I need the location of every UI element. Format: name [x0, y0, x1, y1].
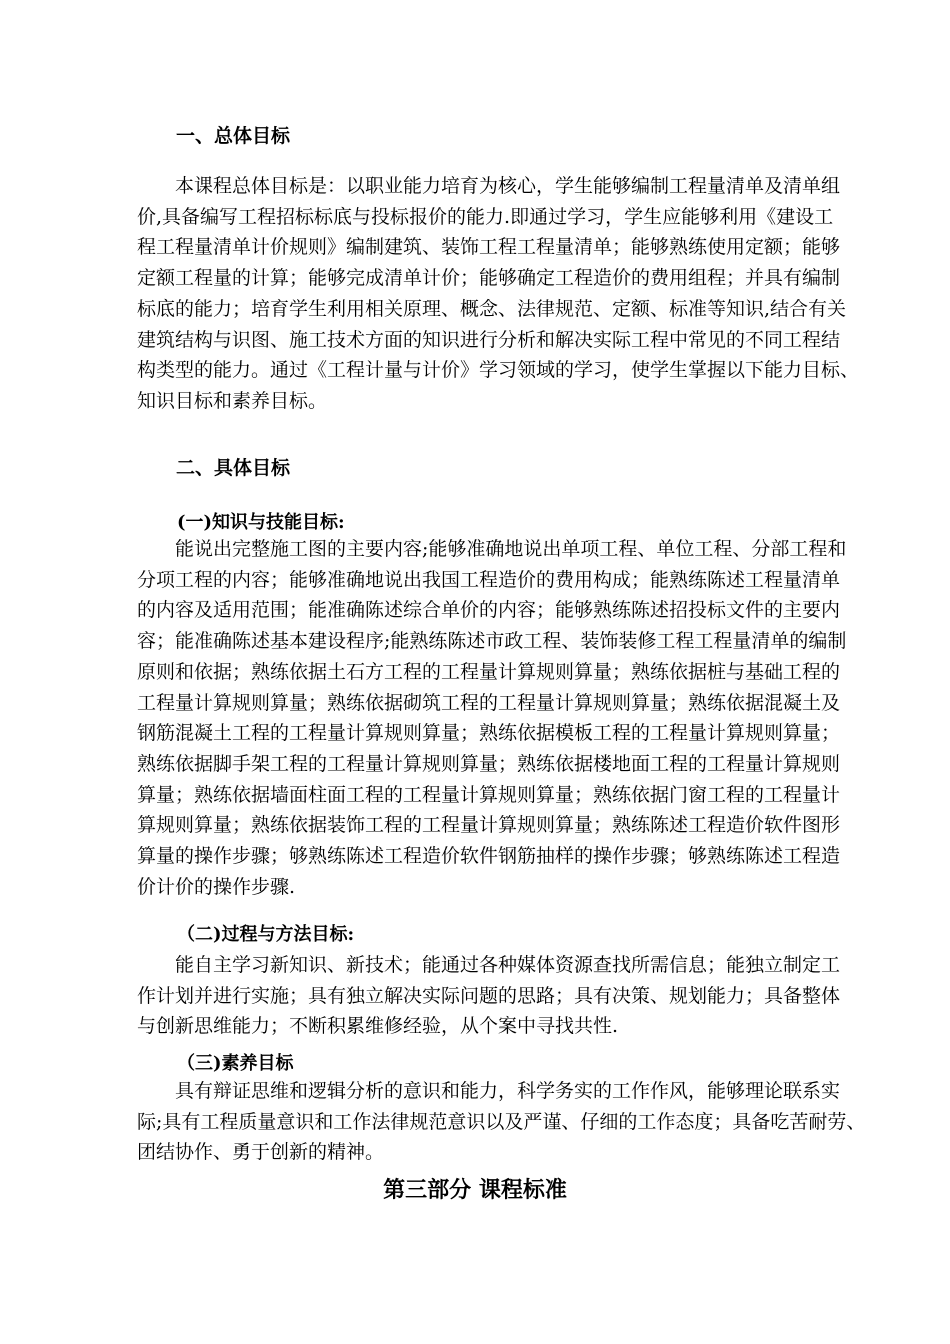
paragraph-line: 作计划并进行实施；具有独立解决实际问题的思路；具有决策、规划能力；具备整体 — [137, 984, 841, 1007]
paragraph-line: 价,具备编写工程招标标底与投标报价的能力.即通过学习，学生应能够利用《建设工 — [137, 205, 834, 228]
paragraph-line: 分项工程的内容；能够准确地说出我国工程造价的费用构成；能熟练陈述工程量清单 — [137, 568, 841, 591]
subheading-process-methods: （二)过程与方法目标: — [177, 924, 355, 945]
paragraph-line: 本课程总体目标是：以职业能力培育为核心，学生能够编制工程量清单及清单组 — [175, 175, 841, 197]
literacy-goals-paragraph — [137, 1076, 882, 1168]
paragraph-line: 能说出完整施工图的主要内容;能够准确地说出单项工程、单位工程、分部工程和 — [175, 538, 847, 560]
section-heading-specific-goals: 二、具体目标 — [176, 457, 291, 479]
paragraph-line: 容；能准确陈述基本建设程序;能熟练陈述市政工程、装饰装修工程工程量清单的编制 — [137, 630, 847, 653]
paragraph-line: 工程量计算规则算量；熟练依据砌筑工程的工程量计算规则算量；熟练依据混凝土及 — [137, 691, 841, 714]
paragraph-line: 际;具有工程质量意识和工作法律规范意识以及严谨、仔细的工作态度；具备吃苦耐劳、 — [137, 1110, 866, 1133]
paragraph-line: 标底的能力；培育学生利用相关原理、概念、法律规范、定额、标准等知识,结合有关 — [137, 297, 847, 320]
process-methods-paragraph — [137, 950, 882, 1042]
subheading-knowledge-skills: (一)知识与技能目标: — [177, 512, 345, 533]
overall-goals-paragraph — [137, 171, 882, 417]
paragraph-line: 具有辩证思维和逻辑分析的意识和能力，科学务实的工作作风，能够理论联系实 — [175, 1080, 841, 1102]
paragraph-line: 熟练依据脚手架工程的工程量计算规则算量；熟练依据楼地面工程的工程量计算规则 — [137, 752, 841, 775]
paragraph-line: 原则和依据；熟练依据土石方工程的工程量计算规则算量；熟练依据桩与基础工程的 — [137, 660, 841, 683]
section-heading-overall-goals: 一、总体目标 — [176, 125, 291, 147]
part-three-title: 第三部分 课程标准 — [383, 1177, 567, 1203]
paragraph-line: 算规则算量；熟练依据装饰工程的工程量计算规则算量；熟练陈述工程造价软件图形 — [137, 814, 841, 837]
paragraph-line: 算量；熟练依据墙面柱面工程的工程量计算规则算量；熟练依据门窗工程的工程量计 — [137, 783, 841, 806]
paragraph-line: 的内容及适用范围；能准确陈述综合单价的内容；能够熟练陈述招投标文件的主要内 — [137, 599, 841, 622]
knowledge-skills-paragraph — [137, 534, 882, 902]
paragraph-line: 定额工程量的计算；能够完成清单计价；能够确定工程造价的费用组程；并具有编制 — [137, 267, 841, 290]
paragraph-line: 钢筋混凝土工程的工程量计算规则算量；熟练依据模板工程的工程量计算规则算量； — [137, 722, 841, 745]
paragraph-line: 构类型的能力。通过《工程计量与计价》学习领域的学习，使学生掌握以下能力目标、 — [137, 359, 860, 382]
subheading-literacy-goals: （三)素养目标 — [177, 1053, 294, 1074]
paragraph-line: 能自主学习新知识、新技术；能通过各种媒体资源查找所需信息；能独立制定工 — [175, 954, 841, 976]
paragraph-line: 价计价的操作步骤. — [137, 875, 296, 898]
paragraph-line: 算量的操作步骤；够熟练陈述工程造价软件钢筋抽样的操作步骤；够熟练陈述工程造 — [137, 845, 841, 868]
paragraph-line: 知识目标和素养目标。 — [137, 389, 328, 412]
paragraph-line: 团结协作、勇于创新的精神。 — [137, 1141, 385, 1164]
paragraph-line: 建筑结构与识图、施工技术方面的知识进行分析和解决实际工程中常见的不同工程结 — [137, 328, 841, 351]
paragraph-line: 程工程量清单计价规则》编制建筑、装饰工程工程量清单；能够熟练使用定额；能够 — [137, 236, 841, 259]
paragraph-line: 与创新思维能力；不断积累维修经验，从个案中寻找共性. — [137, 1015, 619, 1038]
